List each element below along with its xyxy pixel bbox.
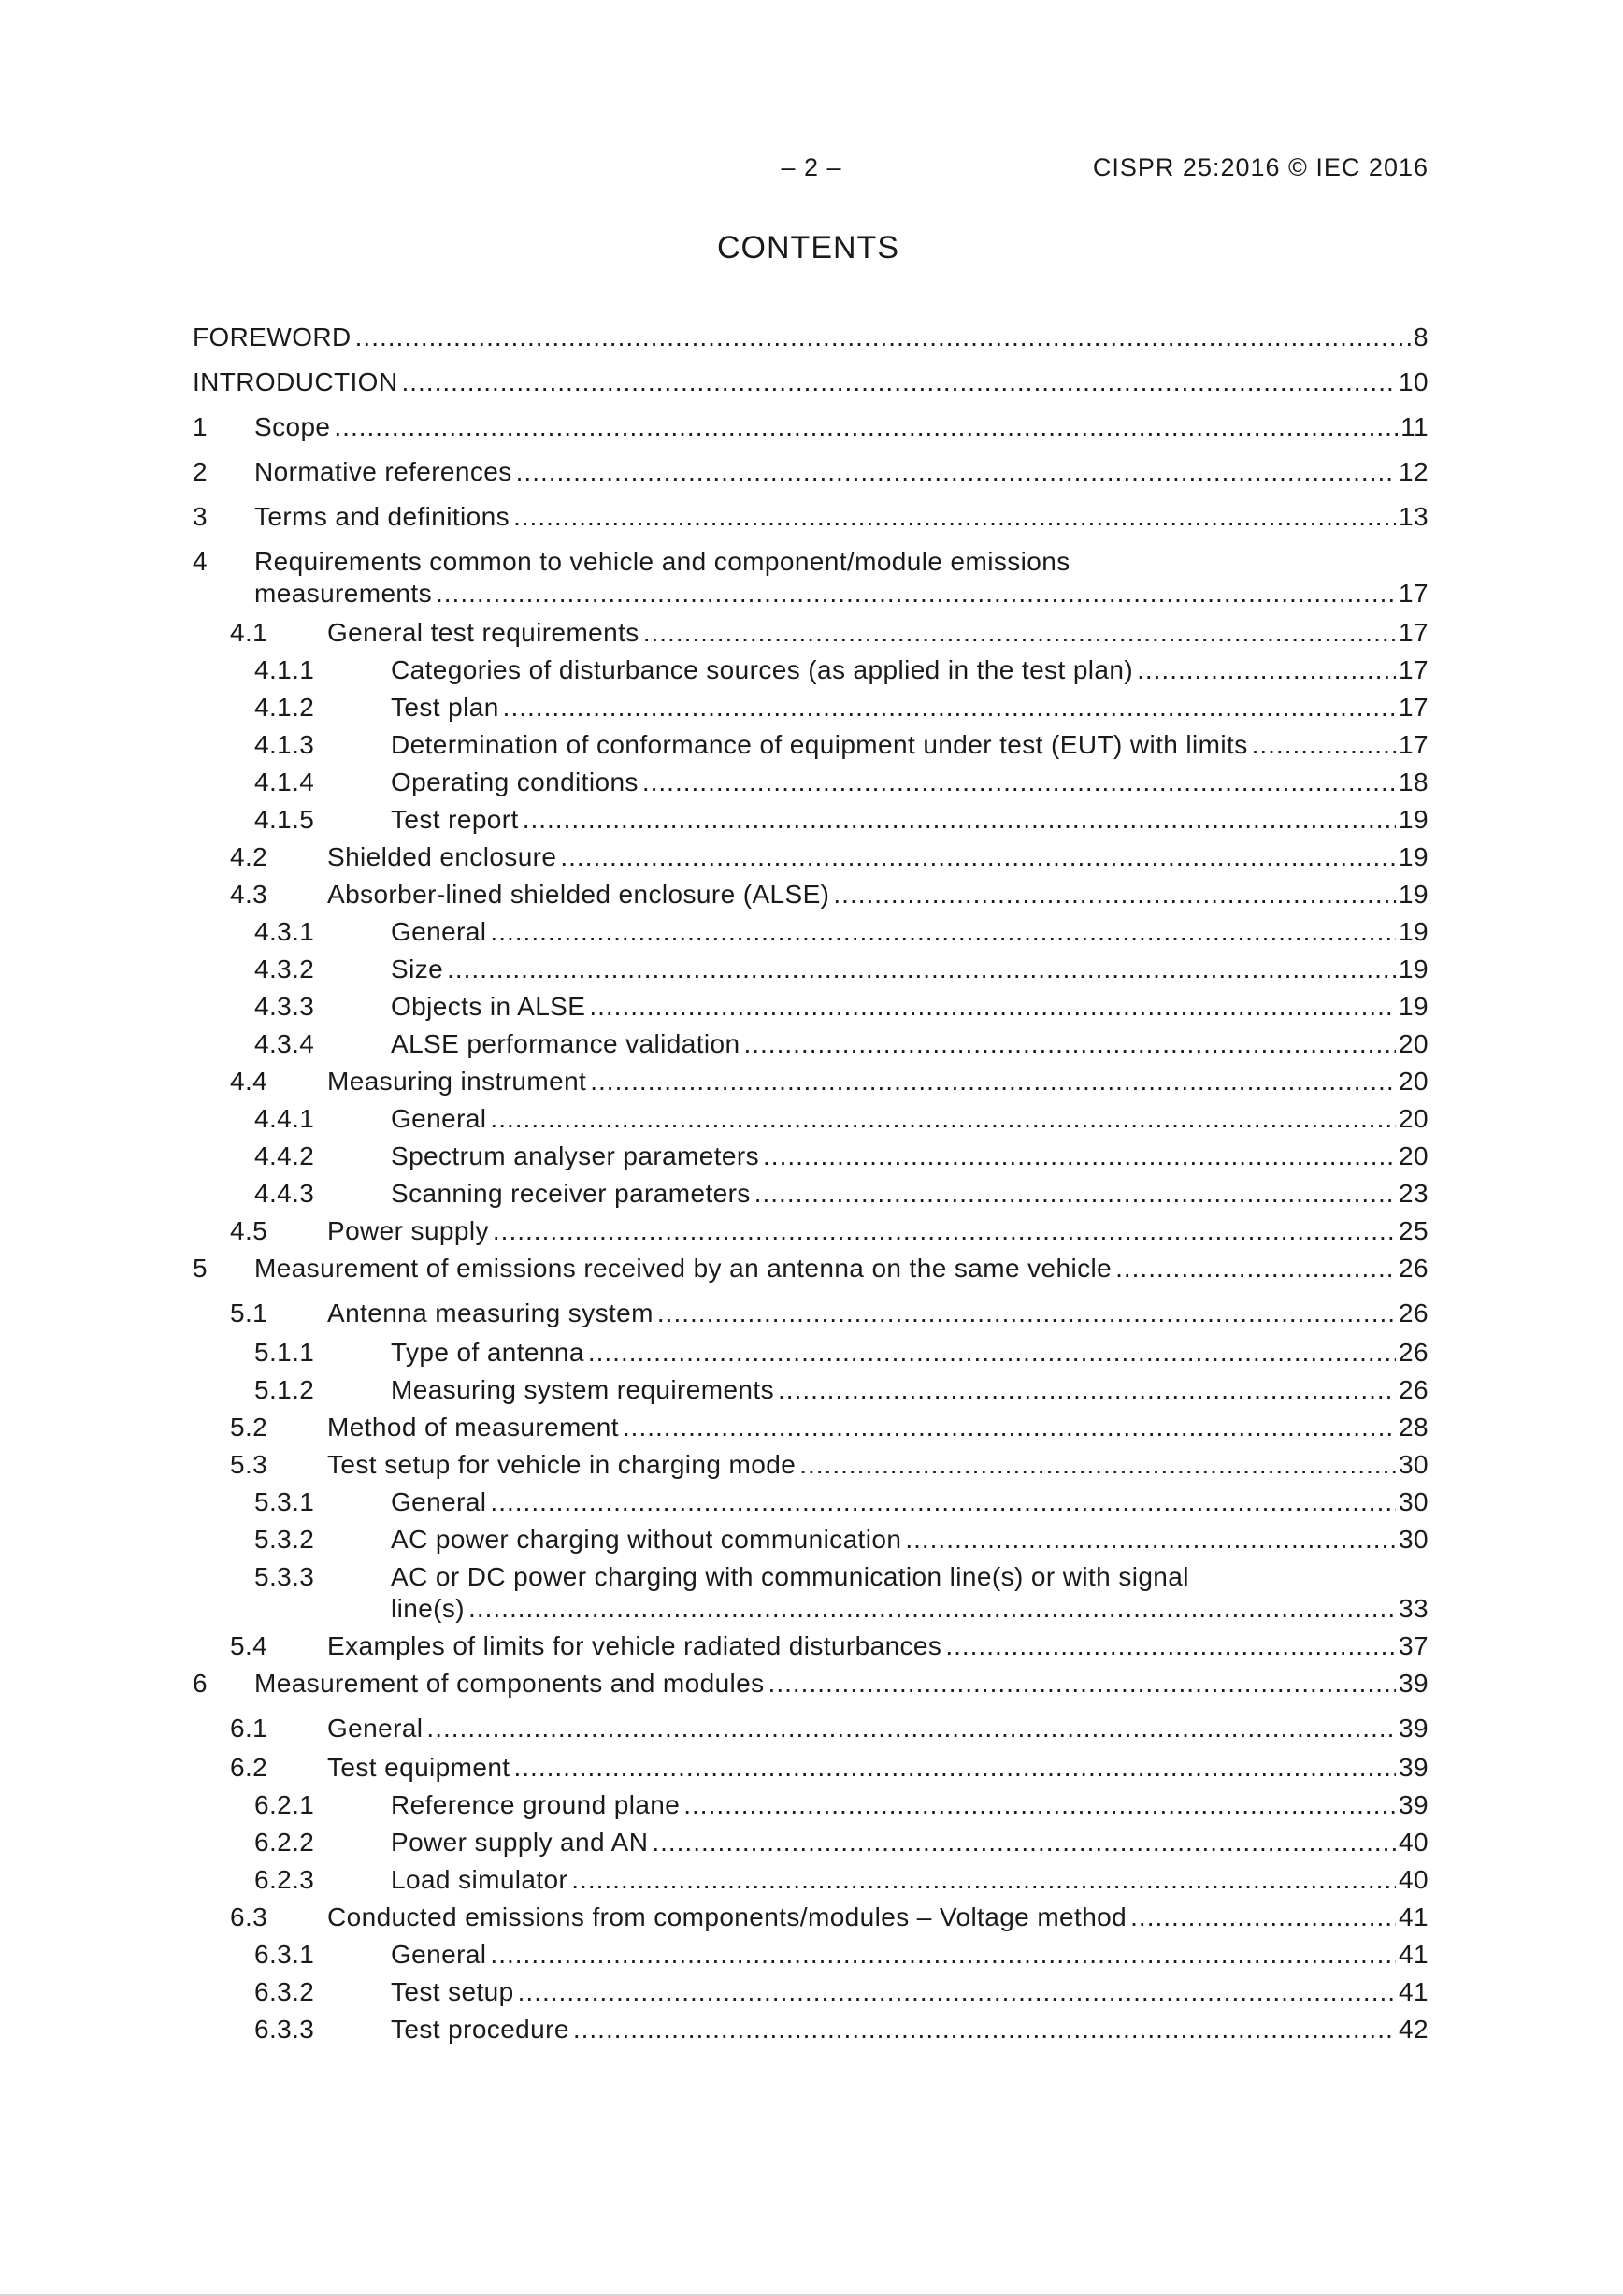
dot-leader — [1252, 729, 1396, 761]
toc-entry[interactable] — [193, 1561, 1429, 1625]
toc-entry-title: Absorber-lined shielded enclosure (ALSE) — [327, 880, 830, 909]
toc-entry[interactable] — [193, 411, 1429, 443]
toc-entry-number: 5.4 — [230, 1631, 268, 1660]
dot-leader — [683, 1789, 1396, 1821]
toc-entry-title: Terms and definitions — [254, 502, 510, 531]
toc-entry-number: 6.3.1 — [254, 1940, 315, 1969]
toc-entry-number: 4.3.3 — [254, 992, 315, 1021]
dot-leader — [778, 1374, 1396, 1406]
toc-entry-page: 40 — [1399, 1828, 1429, 1857]
toc-entry-title: ALSE performance validation — [391, 1029, 740, 1058]
toc-entry-title: Reference ground plane — [391, 1790, 681, 1819]
toc-entry-page: 18 — [1399, 768, 1429, 796]
toc-entry-page: 19 — [1399, 880, 1429, 909]
toc-entry-page: 30 — [1399, 1525, 1429, 1554]
toc-entry[interactable] — [193, 1524, 1429, 1556]
toc-entry-page: 19 — [1399, 805, 1429, 834]
toc-entry-title: Examples of limits for vehicle radiated disturbances — [327, 1631, 942, 1660]
dot-leader — [1115, 1253, 1396, 1284]
toc-entry-number: 6.2.1 — [254, 1790, 315, 1819]
dot-leader — [657, 1298, 1396, 1329]
dot-leader — [518, 1976, 1396, 2008]
toc-entry-page: 39 — [1399, 1790, 1429, 1819]
toc-entry-number: 4.1 — [230, 618, 268, 647]
toc-entry-number: 4 — [193, 547, 208, 576]
toc-entry[interactable] — [193, 841, 1429, 873]
toc-entry-page: 41 — [1399, 1940, 1429, 1969]
toc-entry[interactable] — [193, 1827, 1429, 1858]
toc-entry-title: measurements — [254, 579, 432, 608]
toc-entry-title: Operating conditions — [391, 768, 639, 796]
toc-entry-page: 20 — [1399, 1104, 1429, 1133]
toc-entry-page: 25 — [1399, 1216, 1429, 1245]
toc-entry-title: Shielded enclosure — [327, 842, 557, 871]
toc-entry-title: Antenna measuring system — [327, 1299, 654, 1327]
dot-leader — [1130, 1901, 1396, 1933]
dot-leader — [493, 1215, 1396, 1247]
toc-entry-page: 17 — [1399, 618, 1429, 647]
toc-entry[interactable] — [193, 2014, 1429, 2045]
toc-entry[interactable] — [193, 1789, 1429, 1821]
toc-entry-page: 28 — [1399, 1413, 1429, 1442]
toc-entry-number: 5.2 — [230, 1413, 268, 1442]
toc-entry-title: Test plan — [391, 693, 499, 722]
toc-entry-title: Power supply and AN — [391, 1828, 649, 1857]
toc-entry-number: 4.4.2 — [254, 1141, 315, 1170]
toc-entry-page: 12 — [1399, 457, 1429, 486]
toc-entry[interactable] — [193, 1337, 1429, 1369]
toc-entry-number: 4.4.3 — [254, 1179, 315, 1208]
toc-entry-page: 26 — [1399, 1375, 1429, 1404]
dot-leader — [642, 767, 1396, 798]
toc-entry-title: FOREWORD — [193, 323, 352, 352]
toc-entry[interactable] — [193, 1713, 1429, 1744]
toc-entry-title: Test report — [391, 805, 519, 834]
toc-entry[interactable] — [193, 617, 1429, 649]
toc-entry-title: Test equipment — [327, 1753, 510, 1782]
toc-entry-page: 42 — [1399, 2015, 1429, 2044]
toc-entry-page: 39 — [1399, 1669, 1429, 1698]
toc-entry[interactable] — [193, 501, 1429, 533]
dot-leader — [763, 1141, 1396, 1172]
toc-entry-page: 26 — [1399, 1254, 1429, 1283]
toc-entry-title: Measurement of emissions received by an antenna on the same vehicle — [254, 1254, 1113, 1283]
dot-leader — [516, 456, 1396, 488]
toc-entry-page: 17 — [1399, 693, 1429, 722]
dot-leader — [490, 1103, 1396, 1135]
toc-entry-title: Test procedure — [391, 2015, 569, 2044]
toc-entry-title: Test setup for vehicle in charging mode — [327, 1450, 797, 1479]
toc-entry-number: 4.3 — [230, 880, 268, 909]
toc-entry-title: Power supply — [327, 1216, 489, 1245]
toc-entry-title: Determination of conformance of equipment under test (EUT) with limits — [391, 730, 1248, 759]
toc-entry-title: Type of antenna — [391, 1338, 584, 1367]
dot-leader — [571, 1864, 1396, 1896]
toc-entry-number: 6.2.3 — [254, 1865, 315, 1894]
toc-entry-page: 20 — [1399, 1029, 1429, 1058]
dot-leader — [490, 916, 1396, 948]
toc-entry-page: 19 — [1399, 992, 1429, 1021]
toc-entry-page: 37 — [1399, 1631, 1429, 1660]
dot-leader — [799, 1449, 1396, 1481]
toc-entry[interactable] — [193, 1864, 1429, 1896]
dot-leader — [589, 991, 1396, 1023]
toc-entry[interactable] — [193, 546, 1429, 610]
toc-entry-page: 17 — [1399, 579, 1429, 608]
toc-entry-title: line(s) — [391, 1594, 466, 1623]
toc-entry-page: 19 — [1399, 954, 1429, 983]
dot-leader — [945, 1630, 1396, 1662]
toc-entry[interactable] — [193, 1630, 1429, 1662]
toc-entry-title: Test setup — [391, 1977, 514, 2006]
dot-leader — [623, 1412, 1396, 1443]
toc-entry-number: 5.1.1 — [254, 1338, 315, 1367]
toc-entry-title: Conducted emissions from components/modules – Voltage method — [327, 1902, 1127, 1931]
toc-entry-number: 5 — [193, 1254, 208, 1283]
toc-entry-number: 4.2 — [230, 842, 268, 871]
toc-entry-page: 41 — [1399, 1902, 1429, 1931]
dot-leader — [436, 578, 1396, 610]
toc-entry-title: Categories of disturbance sources (as applied in the test plan) — [391, 655, 1134, 684]
document-reference: CISPR 25:2016 © IEC 2016 — [1092, 153, 1429, 181]
toc-entry-number: 6.3.3 — [254, 2015, 315, 2044]
toc-entry-page: 23 — [1399, 1179, 1429, 1208]
dot-leader — [490, 1486, 1396, 1518]
toc-entry[interactable] — [193, 1752, 1429, 1784]
toc-entry[interactable] — [193, 1141, 1429, 1172]
toc-entry-number: 4.4 — [230, 1067, 268, 1096]
dot-leader — [768, 1668, 1397, 1700]
toc-entry[interactable] — [193, 1976, 1429, 2008]
toc-entry-title: General — [391, 917, 487, 946]
dot-leader — [490, 1939, 1396, 1971]
toc-entry-title: Scanning receiver parameters — [391, 1179, 751, 1208]
toc-entry[interactable] — [193, 1298, 1429, 1329]
toc-entry-page: 8 — [1414, 323, 1429, 352]
toc-entry[interactable] — [193, 1028, 1429, 1060]
toc-entry-number: 1 — [193, 412, 208, 441]
toc-entry-number: 4.3.4 — [254, 1029, 315, 1058]
toc-entry-page: 30 — [1399, 1450, 1429, 1479]
toc-entry[interactable] — [193, 1486, 1429, 1518]
toc-entry-number: 4.4.1 — [254, 1104, 315, 1133]
toc-entry-page: 13 — [1399, 502, 1429, 531]
toc-entry-title: INTRODUCTION — [193, 367, 398, 396]
toc-entry[interactable] — [193, 1901, 1429, 1933]
toc-entry[interactable] — [193, 1103, 1429, 1135]
toc-entry[interactable] — [193, 954, 1429, 985]
toc-entry-title: Scope — [254, 412, 331, 441]
toc-entry[interactable] — [193, 729, 1429, 761]
toc-entry-page: 33 — [1399, 1594, 1429, 1623]
toc-entry-title: Requirements common to vehicle and component/module emissions — [254, 547, 1070, 576]
toc-entry-page: 10 — [1399, 367, 1429, 396]
toc-entry-title: AC or DC power charging with communication line(s) or with signal — [391, 1562, 1189, 1591]
toc-entry[interactable] — [193, 1066, 1429, 1098]
toc-entry-page: 19 — [1399, 917, 1429, 946]
page-number: – 2 – — [781, 153, 842, 181]
toc-entry-page: 26 — [1399, 1299, 1429, 1327]
toc-entry-title: Size — [391, 954, 444, 983]
toc-entry[interactable] — [193, 1939, 1429, 1971]
toc-entry-title: Normative references — [254, 457, 512, 486]
dot-leader — [503, 692, 1396, 724]
toc-entry-title: General — [391, 1487, 487, 1516]
toc-entry-page: 17 — [1399, 655, 1429, 684]
toc-entry-number: 4.1.4 — [254, 768, 315, 796]
toc-entry-title: Measurement of components and modules — [254, 1669, 765, 1698]
toc-entry[interactable] — [193, 879, 1429, 911]
toc-entry-number: 4.1.1 — [254, 655, 315, 684]
toc-entry-number: 4.5 — [230, 1216, 268, 1245]
toc-entry[interactable] — [193, 804, 1429, 836]
toc-entry-page: 26 — [1399, 1338, 1429, 1367]
toc-entry-number: 2 — [193, 457, 208, 486]
toc-entry-number: 6.3 — [230, 1902, 268, 1931]
toc-entry[interactable] — [193, 456, 1429, 488]
toc-entry-title: Measuring system requirements — [391, 1375, 774, 1404]
toc-entry-title: Measuring instrument — [327, 1067, 587, 1096]
dot-leader — [560, 841, 1396, 873]
toc-entry[interactable] — [193, 366, 1429, 398]
toc-entry[interactable] — [193, 991, 1429, 1023]
toc-entry-page: 20 — [1399, 1141, 1429, 1170]
dot-leader — [334, 411, 1398, 443]
dot-leader — [1137, 654, 1396, 686]
toc-entry-number: 6.3.2 — [254, 1977, 315, 2006]
toc-entry-number: 6.2 — [230, 1753, 268, 1782]
dot-leader — [590, 1066, 1396, 1098]
toc-entry-page: 41 — [1399, 1977, 1429, 2006]
toc-entry[interactable] — [193, 1215, 1429, 1247]
toc-entry-page: 11 — [1400, 412, 1429, 441]
toc-entry-page: 40 — [1399, 1865, 1429, 1894]
toc-entry-number: 5.1.2 — [254, 1375, 315, 1404]
dot-leader — [447, 954, 1396, 985]
toc-entry-title: Load simulator — [391, 1865, 568, 1894]
toc-entry-page: 30 — [1399, 1487, 1429, 1516]
toc-entry-title: General test requirements — [327, 618, 639, 647]
dot-leader — [588, 1337, 1396, 1369]
toc-entry[interactable] — [193, 1412, 1429, 1443]
dot-leader — [468, 1593, 1396, 1625]
toc-entry-number: 4.1.3 — [254, 730, 315, 759]
toc-entry-number: 4.3.1 — [254, 917, 315, 946]
dot-leader — [743, 1028, 1396, 1060]
toc-entry-title: Spectrum analyser parameters — [391, 1141, 760, 1170]
toc-entry-title: General — [327, 1714, 424, 1743]
toc-entry-number: 4.1.5 — [254, 805, 315, 834]
dot-leader — [573, 2014, 1396, 2045]
table-of-contents — [193, 322, 1429, 2051]
toc-entry[interactable] — [193, 1178, 1429, 1210]
toc-entry-title: General — [391, 1104, 487, 1133]
dot-leader — [643, 617, 1396, 649]
toc-entry-title: Objects in ALSE — [391, 992, 586, 1021]
dot-leader — [523, 804, 1396, 836]
toc-entry[interactable] — [193, 1253, 1429, 1284]
toc-entry-number: 4.1.2 — [254, 693, 315, 722]
toc-entry-number: 4.3.2 — [254, 954, 315, 983]
dot-leader — [905, 1524, 1396, 1556]
toc-entry-title: Method of measurement — [327, 1413, 619, 1442]
toc-entry[interactable] — [193, 1668, 1429, 1700]
toc-entry-number: 5.3.3 — [254, 1562, 315, 1591]
toc-entry[interactable] — [193, 1449, 1429, 1481]
dot-leader — [426, 1713, 1396, 1744]
toc-entry[interactable] — [193, 916, 1429, 948]
toc-entry-number: 6 — [193, 1669, 208, 1698]
toc-entry[interactable] — [193, 322, 1429, 353]
toc-entry-page: 39 — [1399, 1753, 1429, 1782]
toc-entry-number: 5.1 — [230, 1299, 268, 1327]
toc-entry[interactable] — [193, 767, 1429, 798]
dot-leader — [652, 1827, 1396, 1858]
toc-entry-number: 5.3 — [230, 1450, 268, 1479]
toc-entry[interactable] — [193, 654, 1429, 686]
toc-entry-page: 20 — [1399, 1067, 1429, 1096]
dot-leader — [514, 1752, 1397, 1784]
contents-heading: CONTENTS — [717, 230, 899, 265]
dot-leader — [401, 366, 1396, 398]
toc-entry-number: 6.2.2 — [254, 1828, 315, 1857]
toc-entry-page: 19 — [1399, 842, 1429, 871]
toc-entry-number: 6.1 — [230, 1714, 268, 1743]
toc-entry-number: 5.3.2 — [254, 1525, 315, 1554]
toc-entry[interactable] — [193, 1374, 1429, 1406]
toc-entry[interactable] — [193, 692, 1429, 724]
toc-entry-number: 3 — [193, 502, 208, 531]
dot-leader — [355, 322, 1411, 353]
toc-entry-title: General — [391, 1940, 487, 1969]
dot-leader — [833, 879, 1396, 911]
toc-entry-page: 17 — [1399, 730, 1429, 759]
dot-leader — [513, 501, 1396, 533]
toc-entry-page: 39 — [1399, 1714, 1429, 1743]
toc-entry-title: AC power charging without communication — [391, 1525, 902, 1554]
toc-entry-number: 5.3.1 — [254, 1487, 315, 1516]
dot-leader — [754, 1178, 1396, 1210]
